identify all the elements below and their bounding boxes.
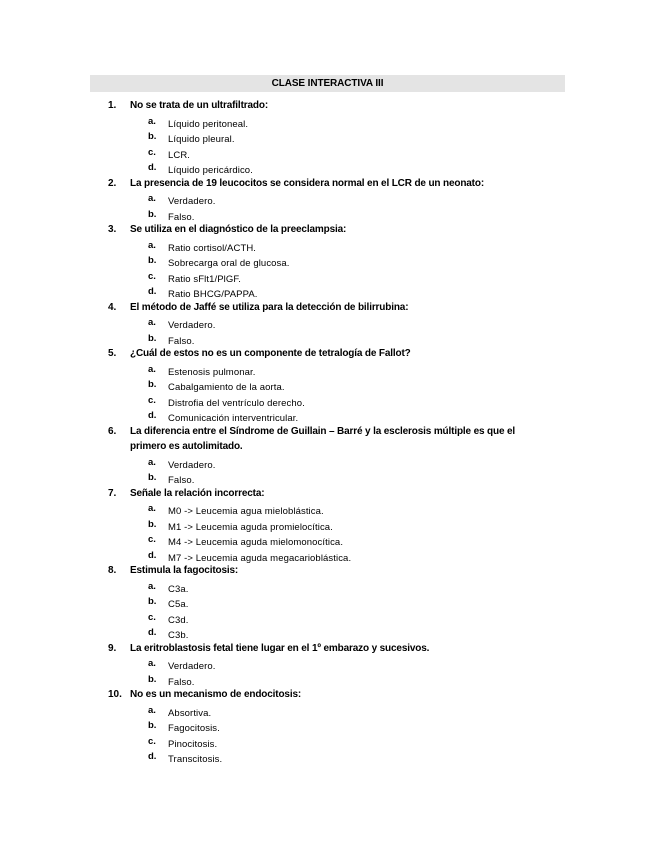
option-letter: d.	[148, 549, 157, 561]
option-text: M7 -> Leucemia aguda megacarioblástica.	[168, 552, 352, 564]
question-text: ¿Cuál de estos no es un componente de tetralogía de Fallot?	[130, 348, 411, 359]
option-item	[130, 532, 548, 548]
question-text: Señale la relación incorrecta:	[130, 487, 265, 499]
question-number: 6.	[108, 425, 117, 437]
question-item	[108, 563, 548, 641]
question-item	[108, 300, 548, 347]
option-text: Distrofia del ventrículo derecho.	[168, 397, 305, 409]
option-text: Falso.	[168, 475, 195, 486]
option-item	[130, 238, 548, 254]
option-item	[130, 114, 548, 130]
option-text: Ratio BHCG/PAPPA.	[168, 289, 258, 300]
option-text: C3a.	[168, 583, 189, 595]
option-item	[130, 455, 548, 471]
option-letter: b.	[148, 208, 157, 220]
question-number: 10.	[108, 689, 122, 700]
option-letter: c.	[148, 735, 156, 747]
question-text: El método de Jaffé se utiliza para la detección de bilirrubina:	[130, 301, 409, 313]
question-text: Estimula la fagocitosis:	[130, 565, 239, 576]
question-item	[108, 424, 548, 486]
option-letter: b.	[148, 673, 157, 685]
option-letter: a.	[148, 503, 156, 514]
option-text: C5a.	[168, 599, 189, 610]
option-item	[130, 191, 548, 207]
option-list	[130, 703, 548, 765]
question-item	[108, 222, 548, 300]
option-text: Estenosis pulmonar.	[168, 366, 256, 378]
question-item	[108, 176, 548, 223]
option-item	[130, 594, 548, 610]
page-title: CLASE INTERACTIVA III	[90, 75, 565, 92]
option-text: Absortiva.	[168, 707, 212, 719]
option-item	[130, 377, 548, 393]
option-letter: b.	[148, 596, 157, 607]
option-text: Ratio sFlt1/PlGF.	[168, 273, 241, 285]
option-letter: b.	[148, 720, 157, 731]
question-item	[108, 641, 548, 688]
option-text: Verdadero.	[168, 196, 216, 207]
option-letter: b.	[148, 131, 157, 142]
option-item	[130, 579, 548, 595]
question-number: 9.	[108, 642, 117, 654]
option-item	[130, 408, 548, 424]
option-text: M1 -> Leucemia aguda promielocítica.	[168, 521, 333, 533]
option-text: Pinocitosis.	[168, 738, 218, 750]
option-text: Verdadero.	[168, 320, 216, 331]
option-letter: a.	[148, 115, 156, 127]
option-text: Transcitosis.	[168, 754, 223, 765]
option-list	[130, 362, 548, 424]
option-item	[130, 517, 548, 533]
option-list	[130, 455, 548, 486]
option-item	[130, 501, 548, 517]
option-text: Falso.	[168, 676, 195, 688]
question-text: La eritroblastosis fetal tiene lugar en el 1º embarazo y sucesivos.	[130, 642, 430, 654]
option-text: Verdadero.	[168, 459, 216, 471]
option-letter: a.	[148, 239, 156, 251]
option-letter: d.	[148, 162, 157, 173]
option-text: Comunicación interventricular.	[168, 413, 299, 424]
option-letter: c.	[148, 270, 156, 282]
option-item	[130, 718, 548, 734]
option-letter: c.	[148, 394, 156, 406]
option-list	[130, 579, 548, 641]
question-item	[108, 346, 548, 424]
question-text: La diferencia entre el Síndrome de Guillain – Barré y la esclerosis múltiple es que el primero es autolimitado.	[130, 425, 516, 452]
option-item	[130, 269, 548, 285]
option-item	[130, 656, 548, 672]
option-letter: a.	[148, 317, 156, 328]
question-number: 1.	[108, 100, 117, 111]
option-letter: d.	[148, 286, 157, 297]
question-text: Se utiliza en el diagnóstico de la preeclampsia:	[130, 224, 347, 235]
question-item	[108, 98, 548, 176]
question-text: La presencia de 19 leucocitos se considera normal en el LCR de un neonato:	[130, 177, 485, 189]
option-text: Líquido pericárdico.	[168, 165, 253, 176]
option-item	[130, 470, 548, 486]
option-item	[130, 734, 548, 750]
option-text: Verdadero.	[168, 661, 216, 672]
option-text: LCR.	[168, 149, 191, 161]
option-text: Líquido pleural.	[168, 134, 235, 145]
option-text: Líquido peritoneal.	[168, 118, 249, 130]
option-text: Sobrecarga oral de glucosa.	[168, 258, 290, 269]
option-item	[130, 253, 548, 269]
option-item	[130, 145, 548, 161]
question-list	[108, 98, 548, 765]
option-list	[130, 191, 548, 222]
option-text: M0 -> Leucemia agua mieloblástica.	[168, 506, 324, 517]
option-item	[130, 548, 548, 564]
option-letter: a.	[148, 456, 156, 468]
option-item	[130, 393, 548, 409]
option-text: Ratio cortisol/ACTH.	[168, 242, 257, 254]
option-item	[130, 284, 548, 300]
option-text: Cabalgamiento de la aorta.	[168, 382, 285, 393]
option-letter: c.	[148, 611, 156, 623]
option-item	[130, 331, 548, 347]
option-list	[130, 114, 548, 176]
option-letter: a.	[148, 580, 156, 592]
option-text: M4 -> Leucemia aguda mielomonocítica.	[168, 537, 344, 548]
option-list	[130, 501, 548, 563]
option-item	[130, 160, 548, 176]
option-letter: a.	[148, 363, 156, 375]
option-letter: b.	[148, 332, 157, 344]
question-text: No es un mecanismo de endocitosis:	[130, 689, 302, 700]
option-letter: a.	[148, 704, 156, 716]
option-text: Fagocitosis.	[168, 723, 220, 734]
option-letter: a.	[148, 658, 156, 669]
option-item	[130, 610, 548, 626]
question-item	[108, 687, 548, 765]
option-letter: b.	[148, 379, 157, 390]
option-letter: d.	[148, 410, 157, 421]
option-text: C3d.	[168, 614, 189, 626]
question-number: 7.	[108, 487, 117, 499]
option-letter: d.	[148, 751, 157, 762]
option-letter: b.	[148, 518, 157, 530]
option-letter: a.	[148, 193, 156, 204]
option-item	[130, 749, 548, 765]
question-number: 2.	[108, 177, 117, 189]
option-letter: c.	[148, 146, 156, 158]
option-letter: d.	[148, 627, 157, 638]
option-letter: b.	[148, 472, 157, 483]
option-item	[130, 703, 548, 719]
question-number: 3.	[108, 224, 117, 235]
option-text: C3b.	[168, 630, 189, 641]
question-number: 8.	[108, 565, 117, 576]
option-letter: c.	[148, 534, 156, 545]
question-text: No se trata de un ultrafiltrado:	[130, 100, 268, 111]
option-item	[130, 315, 548, 331]
option-item	[130, 129, 548, 145]
option-text: Falso.	[168, 211, 195, 223]
option-item	[130, 207, 548, 223]
option-text: Falso.	[168, 335, 195, 347]
option-list	[130, 656, 548, 687]
option-item	[130, 672, 548, 688]
option-item	[130, 625, 548, 641]
option-letter: b.	[148, 255, 157, 266]
option-list	[130, 238, 548, 300]
question-number: 5.	[108, 348, 117, 359]
option-list	[130, 315, 548, 346]
question-number: 4.	[108, 301, 117, 313]
question-item	[108, 486, 548, 564]
option-item	[130, 362, 548, 378]
